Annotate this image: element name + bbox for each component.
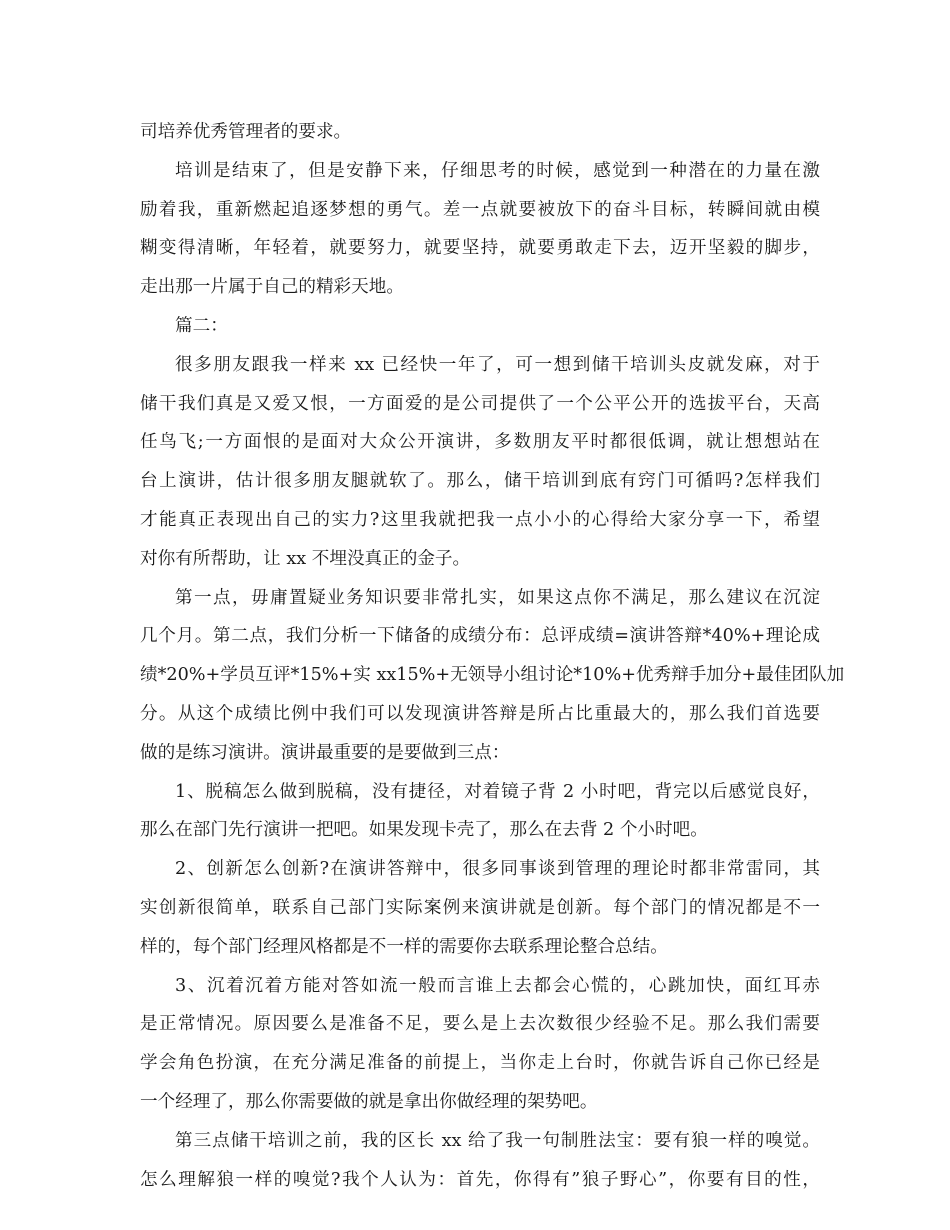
text-line: 第一点，毋庸置疑业务知识要非常扎实，如果这点你不满足，那么建议在沉淀 — [175, 587, 820, 608]
text-line: 几个月。第二点，我们分析一下储备的成绩分布：总评成绩=演讲答辩*40%+理论成 — [140, 626, 820, 647]
text-line: 台上演讲，估计很多朋友腿就软了。那么，储干培训到底有窍门可循吗?怎样我们 — [140, 471, 820, 492]
text-line: 分。从这个成绩比例中我们可以发现演讲答辩是所占比重最大的，那么我们首选要 — [140, 703, 820, 724]
text-line: 很多朋友跟我一样来 xx 已经快一年了，可一想到储干培训头皮就发麻，对于 — [175, 354, 820, 375]
text-line: 学会角色扮演，在充分满足准备的前提上，当你走上台时，你就告诉自己你已经是 — [140, 1053, 820, 1074]
text-line: 司培养优秀管理者的要求。 — [140, 122, 352, 142]
text-line: 走出那一片属于自己的精彩天地。 — [140, 277, 404, 298]
text-line: 2、创新怎么创新?在演讲答辩中，很多同事谈到管理的理论时都非常雷同，其 — [175, 859, 820, 880]
text-line: 对你有所帮助，让 xx 不埋没真正的金子。 — [140, 548, 471, 569]
text-line: 是正常情况。原因要么是准备不足，要么是上去次数很少经验不足。那么我们需要 — [140, 1014, 820, 1035]
text-line: 那么在部门先行演讲一把吧。如果发现卡壳了，那么在去背 2 个小时吧。 — [140, 820, 708, 841]
text-line: 1、脱稿怎么做到脱稿，没有捷径，对着镜子背 2 小时吧，背完以后感觉良好， — [175, 781, 820, 802]
text-line: 绩*20%+学员互评*15%+实 xx15%+无领导小组讨论*10%+优秀辩手加分+最佳团队加 — [140, 665, 845, 686]
text-line: 糊变得清晰，年轻着，就要努力，就要坚持，就要勇敢走下去，迈开坚毅的脚步， — [140, 238, 820, 259]
text-line: 一个经理了，那么你需要做的就是拿出你做经理的架势吧。 — [140, 1091, 598, 1112]
text-line: 做的是练习演讲。演讲最重要的是要做到三点： — [140, 742, 510, 763]
text-line: 篇二： — [175, 315, 228, 336]
text-line: 样的，每个部门经理风格都是不一样的需要你去联系理论整合总结。 — [140, 936, 668, 957]
text-line: 怎么理解狼一样的嗅觉?我个人认为：首先，你得有”狼子野心”，你要有目的性， — [140, 1169, 820, 1190]
text-line: 实创新很简单，联系自己部门实际案例来演讲就是创新。每个部门的情况都是不一 — [140, 897, 820, 918]
document-body — [140, 113, 845, 1199]
text-line: 任鸟飞;一方面恨的是面对大众公开演讲，多数朋友平时都很低调，就让想想站在 — [140, 432, 820, 453]
text-line: 励着我，重新燃起追逐梦想的勇气。差一点就要被放下的奋斗目标，转瞬间就由模 — [140, 199, 820, 220]
text-line: 才能真正表现出自己的实力?这里我就把我一点小小的心得给大家分享一下，希望 — [140, 509, 820, 530]
text-line: 储干我们真是又爱又恨，一方面爱的是公司提供了一个公平公开的选拔平台，天高 — [140, 393, 820, 414]
text-line: 第三点储干培训之前，我的区长 xx 给了我一句制胜法宝：要有狼一样的嗅觉。 — [175, 1130, 820, 1151]
text-line: 培训是结束了，但是安静下来，仔细思考的时候，感觉到一种潜在的力量在激 — [175, 160, 820, 181]
text-line: 3、沉着沉着方能对答如流一般而言谁上去都会心慌的，心跳加快，面红耳赤 — [175, 975, 820, 996]
